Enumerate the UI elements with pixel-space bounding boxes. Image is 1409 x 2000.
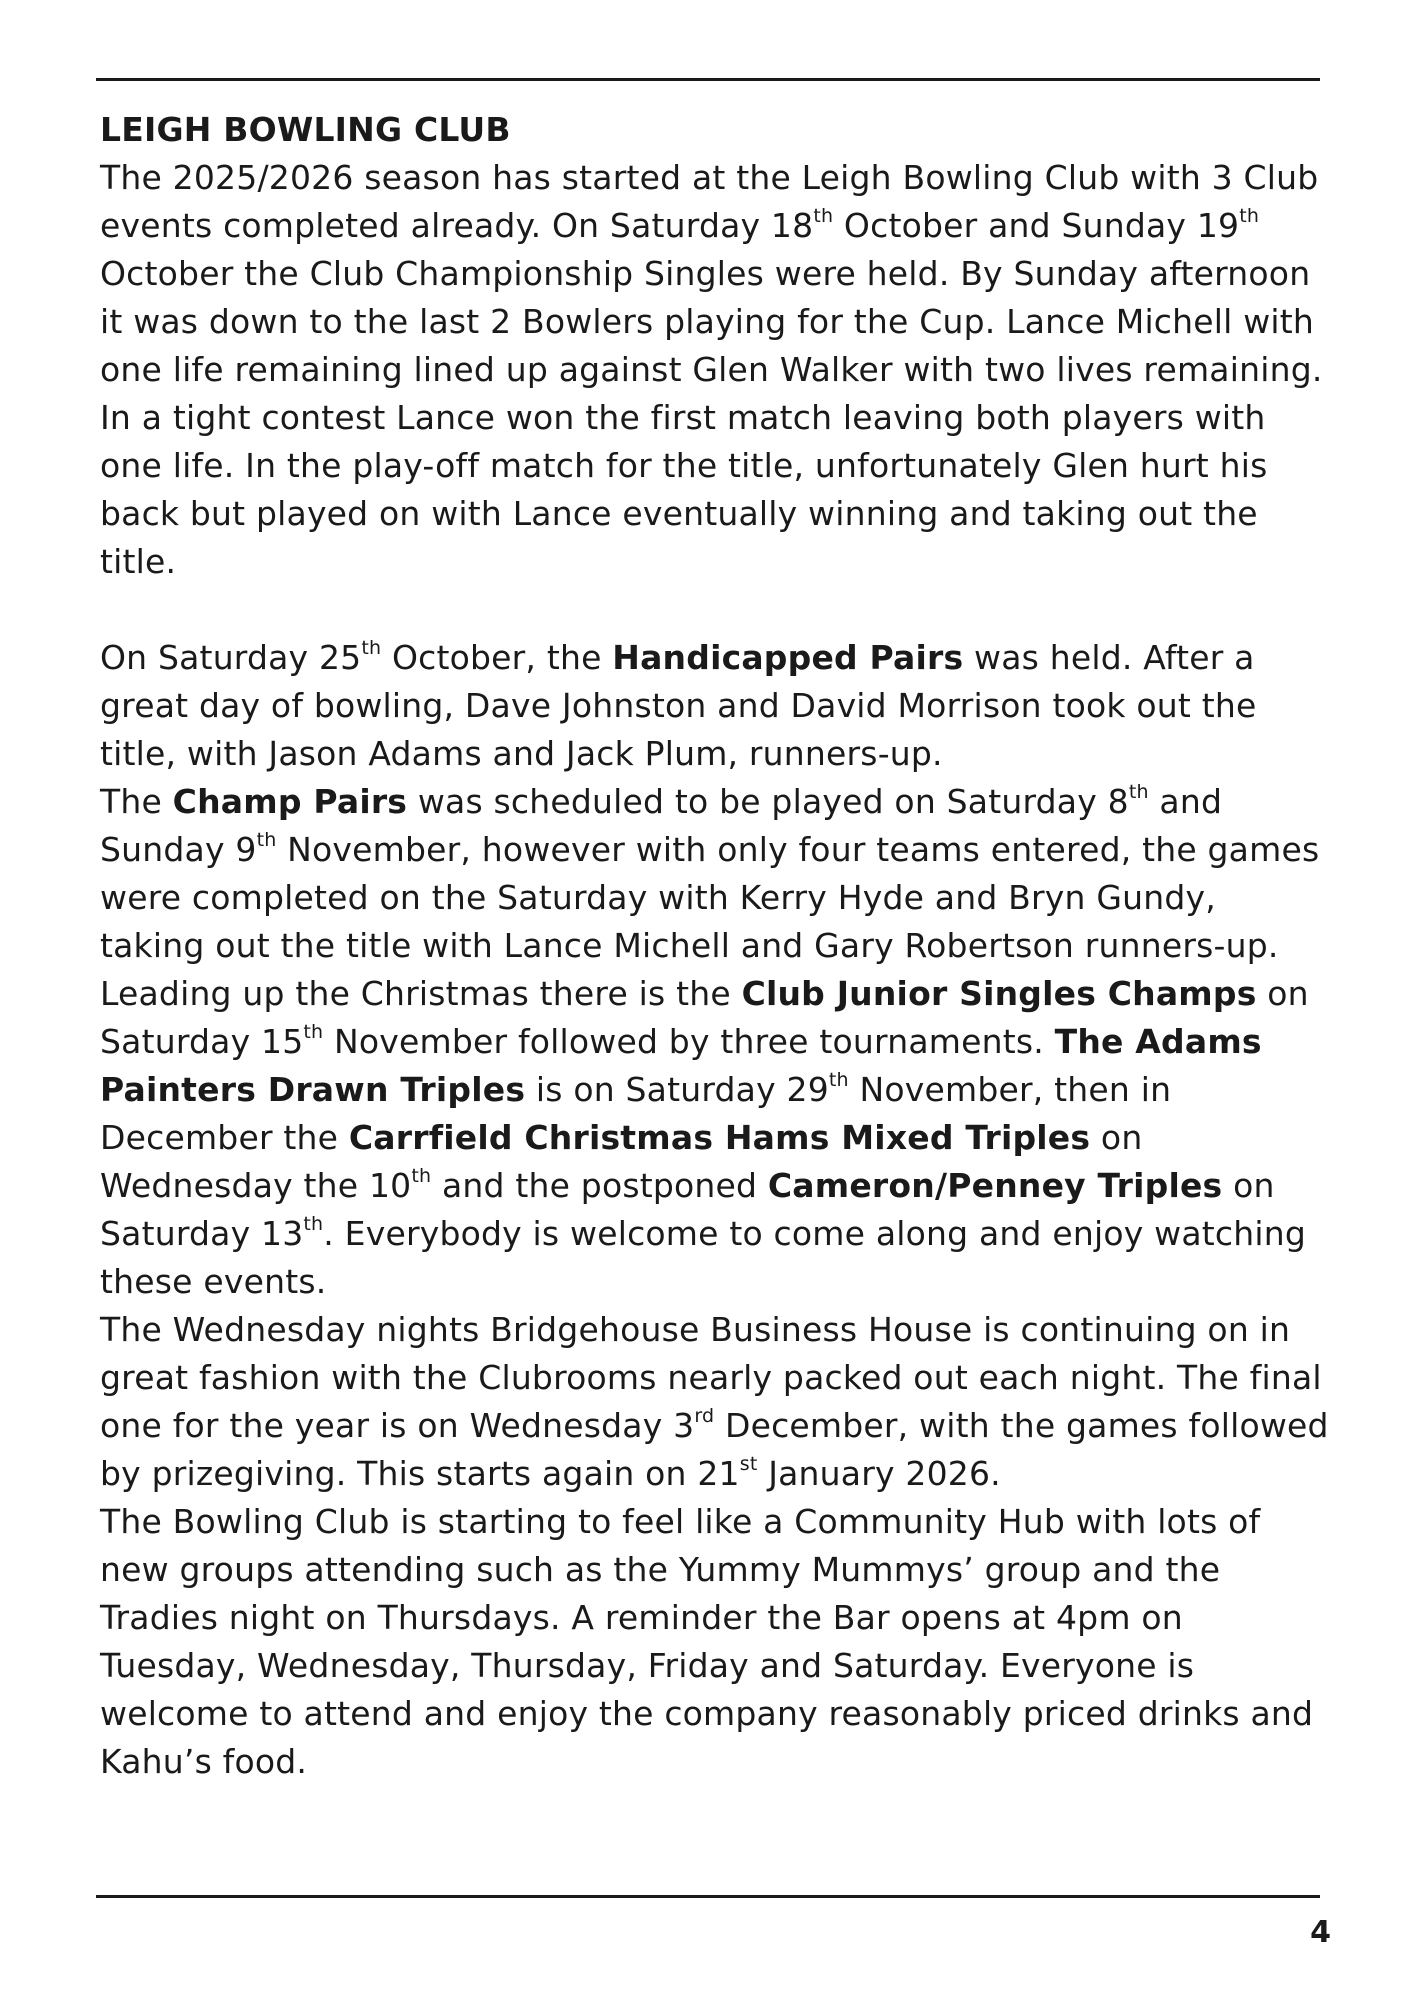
- text: was held. After a great day of bowling, Dave Johnston and David Morrison took out the title, with Jason Adams and Jack Plum, runners-up.: [100, 638, 1257, 773]
- ordinal-suffix: th: [813, 205, 834, 227]
- event-name: Club Junior Singles Champs: [741, 974, 1257, 1013]
- paragraph-business-house: [100, 1306, 1330, 1498]
- bottom-rule: [96, 1895, 1320, 1898]
- text: and the postponed: [431, 1166, 768, 1205]
- article: [100, 106, 1330, 1786]
- text: The Bowling Club is starting to feel like a Community Hub with lots of new groups attending such as the Yummy Mummys’ group and the Tradies night on Thursdays. A reminder the Bar opens at 4pm on Tuesday, Wednesday, Thursday, Friday and Saturday. Everyone is welcome to attend and enjoy the company reasonably priced drinks and Kahu’s food.: [100, 1502, 1314, 1781]
- text: October, the: [381, 638, 613, 677]
- text: November followed by three tournaments.: [323, 1022, 1055, 1061]
- ordinal-suffix: th: [303, 1021, 324, 1043]
- text: January 2026.: [757, 1454, 1001, 1493]
- ordinal-suffix: th: [828, 1069, 849, 1091]
- text: The: [100, 782, 173, 821]
- ordinal-suffix: th: [361, 637, 382, 659]
- text: and Sunday 9: [100, 782, 1223, 869]
- text: Leading up the Christmas there is the: [100, 974, 742, 1013]
- text: . Everybody is welcome to come along and enjoy watching these events.: [100, 1214, 1306, 1301]
- text: on Saturday 13: [100, 1166, 1275, 1253]
- text: October and Sunday 19: [833, 206, 1240, 245]
- event-name: Carrfield Christmas Hams Mixed Triples: [348, 1118, 1091, 1157]
- paragraph-community-hub: [100, 1498, 1330, 1786]
- ordinal-suffix: rd: [694, 1405, 715, 1427]
- event-name: Handicapped Pairs: [612, 638, 964, 677]
- ordinal-suffix: st: [739, 1453, 758, 1475]
- ordinal-suffix: th: [411, 1165, 432, 1187]
- text: on Wednesday the 10: [100, 1118, 1143, 1205]
- text: December, with the games followed by prizegiving. This starts again on 21: [100, 1406, 1329, 1493]
- ordinal-suffix: th: [303, 1213, 324, 1235]
- ordinal-suffix: th: [1128, 781, 1149, 803]
- text: October the Club Championship Singles were held. By Sunday afternoon it was down to the last 2 Bowlers playing for the Cup. Lance Michell with one life remaining lined up against Glen Walker with two lives remaining. In a tight contest Lance won the first match leaving both players with one life. In the play-off match for the title, unfortunately Glen hurt his back but played on with Lance eventually winning and taking out the title.: [100, 254, 1323, 581]
- paragraph-champ-pairs: [100, 778, 1330, 970]
- text: was scheduled to be played on Saturday 8: [407, 782, 1129, 821]
- article-heading: LEIGH BOWLING CLUB: [100, 110, 511, 149]
- text: On Saturday 25: [100, 638, 362, 677]
- ordinal-suffix: th: [1239, 205, 1260, 227]
- text: The Wednesday nights Bridgehouse Business House is continuing on in great fashion with the Clubrooms nearly packed out each night. The final one for the year is on Wednesday 3: [100, 1310, 1322, 1445]
- paragraph-handicapped-pairs: [100, 634, 1330, 778]
- page-number: 4: [1310, 1915, 1331, 1950]
- text: on Saturday 15: [100, 974, 1309, 1061]
- ordinal-suffix: th: [256, 829, 277, 851]
- text: is on Saturday 29: [525, 1070, 829, 1109]
- text: November, then in December the: [100, 1070, 1172, 1157]
- event-name: Cameron/Penney Triples: [767, 1166, 1223, 1205]
- event-name: Champ Pairs: [172, 782, 408, 821]
- paragraph-championship-singles: [100, 154, 1330, 586]
- paragraph-christmas-events: [100, 970, 1330, 1306]
- event-name: The Adams Painters Drawn Triples: [100, 1022, 1262, 1109]
- top-rule: [96, 78, 1320, 81]
- text: November, however with only four teams entered, the games were completed on the Saturday with Kerry Hyde and Bryn Gundy, taking out the title with Lance Michell and Gary Robertson runners-up.: [100, 830, 1320, 965]
- text: The 2025/2026 season has started at the Leigh Bowling Club with 3 Club events completed already. On Saturday 18: [100, 158, 1319, 245]
